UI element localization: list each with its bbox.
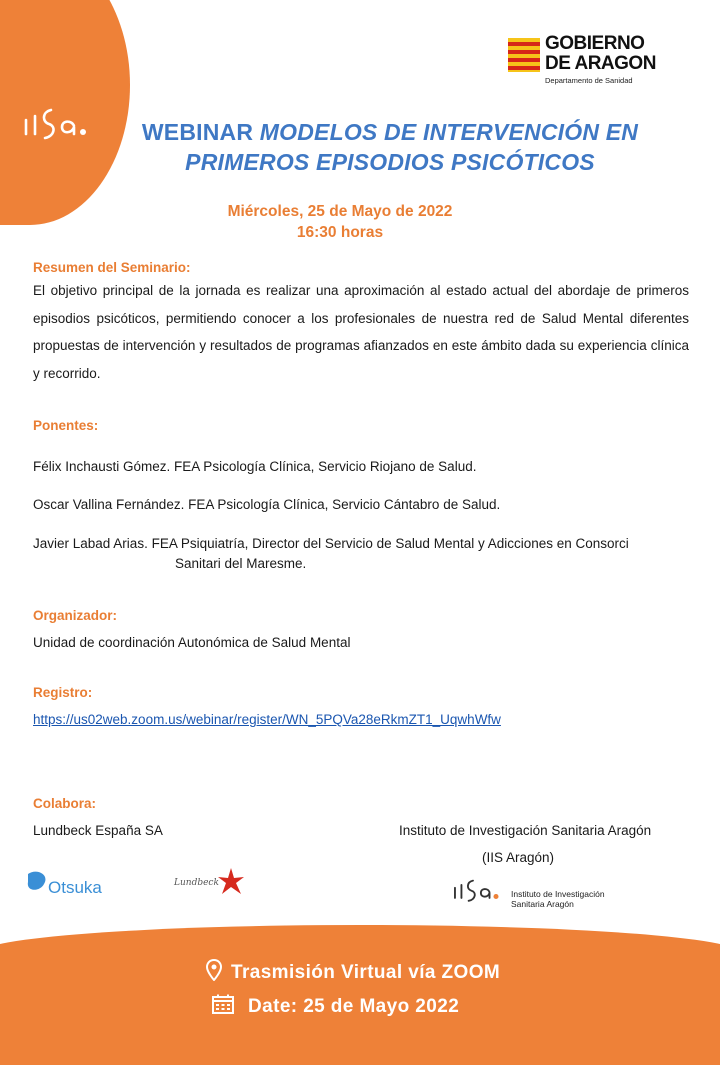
organizer-heading: Organizador: [33,608,118,623]
lundbeck-logo-text: Lundbeck [174,878,219,888]
title-prefix: WEBINAR [141,119,260,145]
iisa-small-mark-icon [448,872,508,908]
aragon-flag-icon [508,38,540,72]
gov-line1: GOBIERNO [545,33,645,54]
lundbeck-star-icon [216,866,246,896]
map-pin-icon [206,959,222,981]
iisa-small-line2: Sanitaria Aragón [511,899,574,909]
event-datetime [180,201,500,243]
collaborator-iis-name: Instituto de Investigación Sanitaria Aragón [399,823,652,838]
collaborator-iis-abbrev: (IIS Aragón) [482,850,555,865]
gov-line2: DE ARAGON [545,53,656,74]
summary-heading: Resumen del Seminario: [33,260,191,275]
page-title [100,117,680,177]
registration-heading: Registro: [33,685,93,700]
title-line1: MODELOS DE INTERVENCIÓN EN [259,119,639,145]
speaker-2: Oscar Vallina Fernández. FEA Psicología Clínica, Servicio Cántabro de Salud. [33,497,501,512]
iisa-small-logo [448,872,618,912]
speaker-3-continuation: Sanitari del Maresme. [175,556,307,571]
gobierno-aragon-logo [508,34,688,90]
iisa-logo-icon [18,98,98,148]
collaborator-lundbeck-name: Lundbeck España SA [33,823,163,838]
event-time: 16:30 horas [296,224,384,241]
summary-text: El objetivo principal de la jornada es realizar una aproximación al estado actual del abordaje de primeros episodios psicóticos, permitiendo conocer a los profesionales de nuestra red de Salud Mental diferentes propuestas de intervención y resultados de programas afianzados en este ámbito dada su experiencia clínica y recorrido. [33,283,689,381]
calendar-icon [212,994,234,1014]
footer-banner [0,925,720,1065]
footer-date-text: Date: 25 de Mayo 2022 [248,996,460,1017]
speakers-heading: Ponentes: [33,418,99,433]
speaker-1: Félix Inchausti Gómez. FEA Psicología Clínica, Servicio Riojano de Salud. [33,459,477,474]
event-date: Miércoles, 25 de Mayo de 2022 [227,203,453,220]
gov-department: Departamento de Sanidad [545,76,633,85]
otsuka-logo-text: Otsuka [48,878,102,897]
organizer-text: Unidad de coordinación Autonómica de Salud Mental [33,635,351,650]
speaker-3: Javier Labad Arias. FEA Psiquiatría, Director del Servicio de Salud Mental y Adicciones en Consorci [33,536,629,551]
title-line2: PRIMEROS EPISODIOS PSICÓTICOS [185,149,595,175]
lundbeck-logo [174,866,254,900]
iisa-small-line1: Instituto de Investigación [511,889,605,899]
footer-location-text: Trasmisión Virtual vía ZOOM [231,962,501,983]
otsuka-logo [24,868,114,904]
otsuka-mark-icon [24,870,50,894]
collaborators-heading: Colabora: [33,796,97,811]
registration-link[interactable]: https://us02web.zoom.us/webinar/register/WN_5PQVa28eRkmZT1_UqwhWfw [33,712,501,727]
